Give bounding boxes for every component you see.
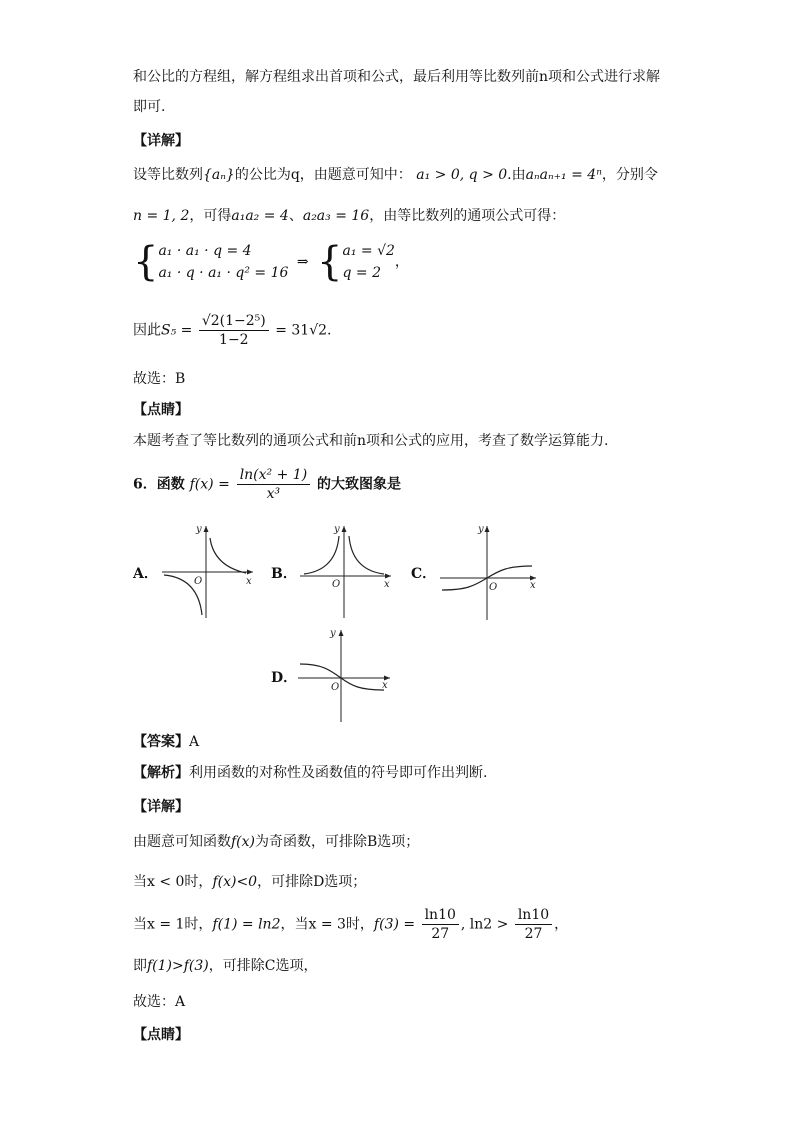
equation-system: {a₁ · a₁ · q = 4 a₁ · q · a₁ · q² = 16 ⇒ {a₁ = √2 q = 2， bbox=[133, 239, 409, 285]
text-line: n = 1, 2，可得a₁a₂ = 4、a₂a₃ = 16，由等比数列的通项公式可得： bbox=[133, 208, 566, 224]
answer-line: 【答案】A bbox=[133, 734, 200, 750]
text-line: 当x < 0时，f(x)<0，可排除D选项； bbox=[133, 874, 367, 890]
x-axis-label: x bbox=[530, 580, 536, 591]
option-label-d[interactable]: D． bbox=[271, 670, 298, 686]
section-heading: 【详解】 bbox=[133, 799, 189, 815]
origin-label: O bbox=[489, 582, 498, 593]
graph-option-d[interactable] bbox=[294, 624, 394, 724]
text-line: 即可. bbox=[133, 99, 166, 115]
y-axis-label: y bbox=[478, 524, 484, 535]
analysis-line: 【解析】利用函数的对称性及函数值的符号即可作出判断. bbox=[133, 765, 488, 781]
origin-label: O bbox=[194, 576, 203, 587]
y-axis-label: y bbox=[334, 524, 340, 535]
y-axis-label: y bbox=[196, 524, 202, 535]
option-label-b[interactable]: B． bbox=[271, 566, 297, 582]
x-axis-label: x bbox=[246, 576, 252, 587]
option-label-a[interactable]: A． bbox=[133, 566, 158, 582]
y-axis-label: y bbox=[330, 628, 336, 639]
x-axis-label: x bbox=[382, 680, 388, 691]
graph-option-c[interactable] bbox=[436, 520, 541, 622]
section-heading: 【详解】 bbox=[133, 133, 189, 149]
graph-option-a[interactable] bbox=[158, 520, 258, 620]
question-stem: 6．函数 f(x) = $\frac{\text{ln(x² + 1)}}{\text{x³}}$ 的大致图象是 bbox=[133, 467, 402, 502]
text-line: 即f(1)>f(3)，可排除C选项， bbox=[133, 958, 318, 974]
origin-label: O bbox=[332, 579, 341, 590]
sum-formula: 因此S₅ = $\frac{\text{√2(1−2⁵)}}{1-2}$ = 31√2. bbox=[133, 313, 332, 348]
text-line: 当x = 1时，f(1) = ln2，当x = 3时，f(3) = $\frac{\ln 10}{27}$ , ln2 > $\frac{\ln 10}{27}$ ， bbox=[133, 907, 569, 942]
text-line: 由题意可知函数f(x)为奇函数，可排除B选项； bbox=[133, 834, 420, 850]
text-line: 故选：B bbox=[133, 371, 186, 387]
option-label-c[interactable]: C． bbox=[411, 566, 437, 582]
x-axis-label: x bbox=[384, 579, 390, 590]
section-heading: 【点睛】 bbox=[133, 1027, 189, 1043]
text-line: 和公比的方程组，解方程组求出首项和公式，最后利用等比数列前n项和公式进行求解 bbox=[133, 69, 661, 85]
graph-option-b[interactable] bbox=[296, 520, 396, 620]
text-line: 故选：A bbox=[133, 994, 186, 1010]
origin-label: O bbox=[331, 682, 340, 693]
text-line: 设等比数列{aₙ}的公比为q，由题意可知中： a₁ > 0, q > 0.由aₙaₙ₊₁ = 4ⁿ，分别令 bbox=[133, 167, 658, 183]
text-line: 本题考查了等比数列的通项公式和前n项和公式的应用，考查了数学运算能力. bbox=[133, 433, 609, 449]
section-heading: 【点睛】 bbox=[133, 402, 189, 418]
